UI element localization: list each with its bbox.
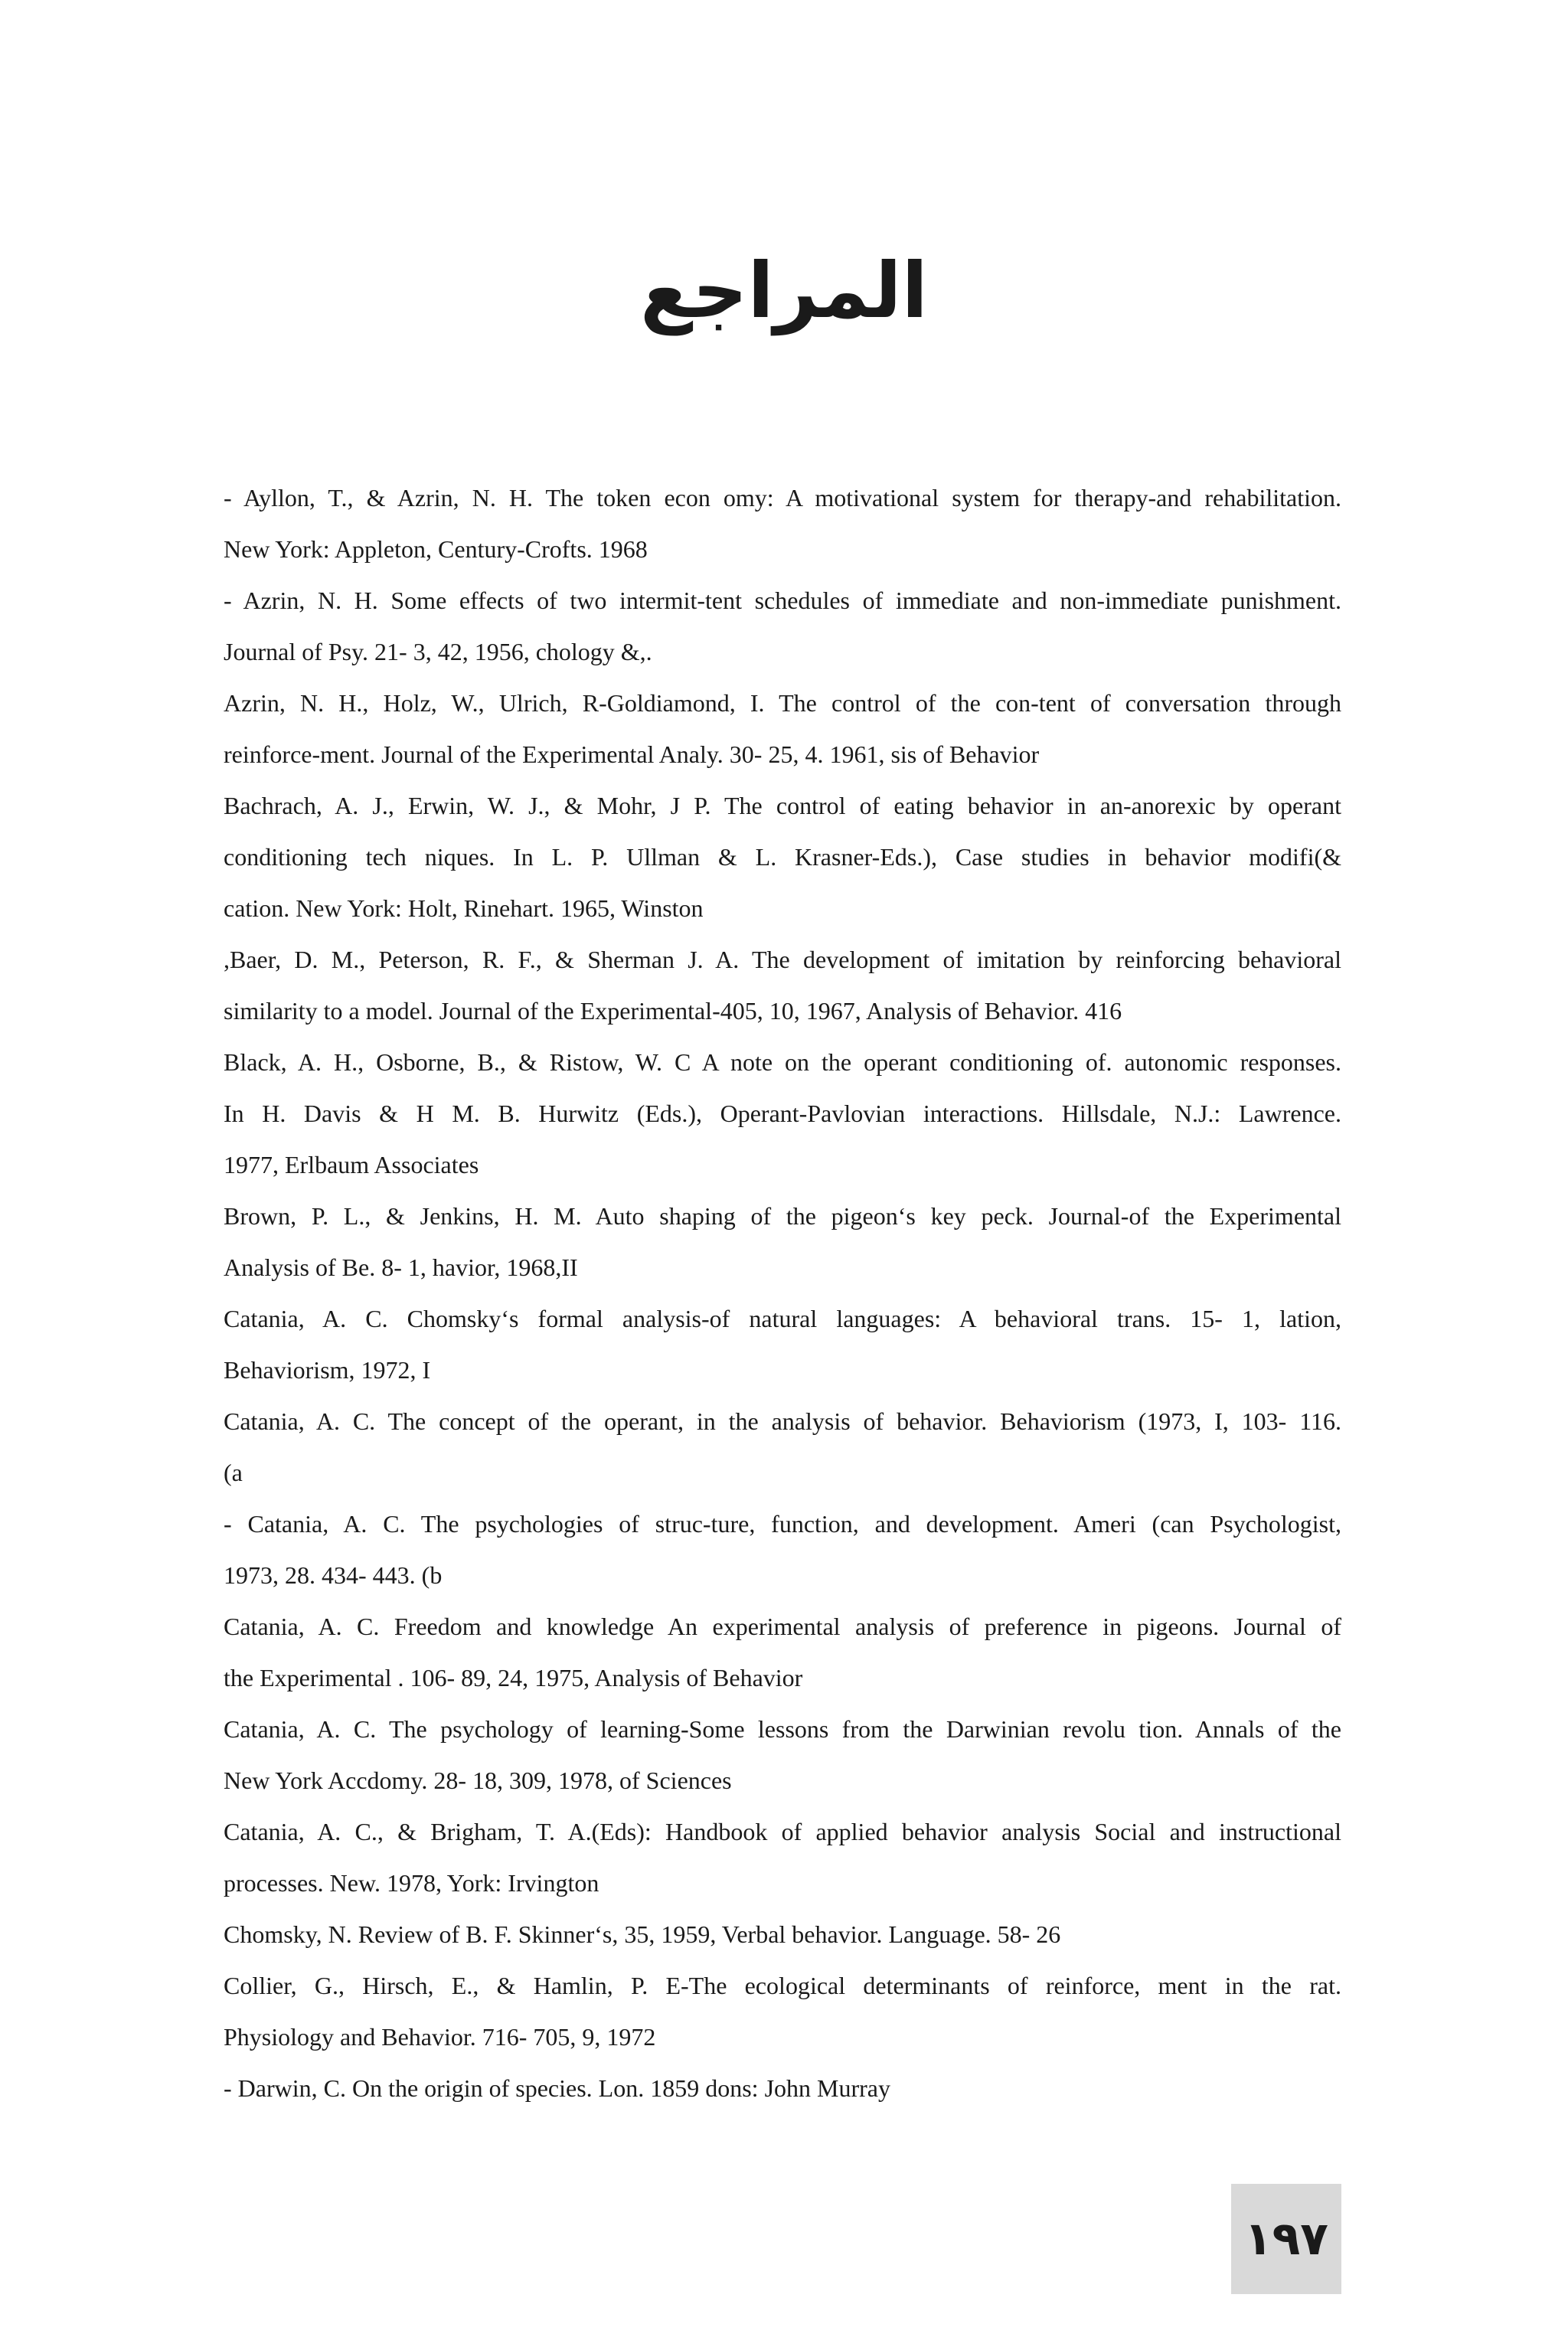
reference-entry xyxy=(224,1499,1341,1601)
reference-entry xyxy=(224,934,1341,1037)
reference-line: Catania, A. C. Freedom and knowledge An experimental analysis of preference in pigeons. Journal of xyxy=(224,1613,1341,1640)
reference-entry xyxy=(224,678,1341,780)
page-number: ١٩٧ xyxy=(1244,2212,1328,2266)
reference-line: Physiology and Behavior. 716- 705, 9, 1972 xyxy=(224,2023,656,2051)
reference-line: Bachrach, A. J., Erwin, W. J., & Mohr, J P. The control of eating behavior in an-anorexic by operant xyxy=(224,792,1341,819)
reference-line: - Darwin, C. On the origin of species. Lon. 1859 dons: John Murray xyxy=(224,2074,890,2102)
reference-line: Catania, A. C. The psychology of learning-Some lessons from the Darwinian revolu tion. Annals of the xyxy=(224,1715,1341,1743)
reference-line: Azrin, N. H., Holz, W., Ulrich, R-Goldiamond, I. The control of the con-tent of conversation through xyxy=(224,689,1341,717)
reference-line: New York: Appleton, Century-Crofts. 1968 xyxy=(224,535,648,563)
reference-entry xyxy=(224,1396,1341,1499)
reference-line: similarity to a model. Journal of the Experimental-405, 10, 1967, Analysis of Behavior. 416 xyxy=(224,997,1122,1025)
reference-line: 1977, Erlbaum Associates xyxy=(224,1151,479,1178)
reference-line: Catania, A. C. Chomsky‘s formal analysis-of natural languages: A behavioral trans. 15- 1, lation, xyxy=(224,1305,1341,1332)
reference-entry xyxy=(224,2063,1341,2114)
reference-line: processes. New. 1978, York: Irvington xyxy=(224,1869,599,1897)
reference-line: - Azrin, N. H. Some effects of two intermit-tent schedules of immediate and non-immediate punishment. xyxy=(224,587,1341,614)
reference-line: Brown, P. L., & Jenkins, H. M. Auto shaping of the pigeon‘s key peck. Journal-of the Experimental xyxy=(224,1202,1341,1230)
reference-entry xyxy=(224,472,1341,575)
reference-entry xyxy=(224,1191,1341,1293)
page-title: المراجع xyxy=(640,246,928,335)
reference-entry xyxy=(224,1601,1341,1704)
reference-line: Behaviorism, 1972, I xyxy=(224,1356,431,1384)
reference-entry xyxy=(224,1037,1341,1191)
reference-line: - Catania, A. C. The psychologies of struc-ture, function, and development. Ameri (can Psychologist, xyxy=(224,1510,1341,1538)
reference-line: Journal of Psy. 21- 3, 42, 1956, chology &,. xyxy=(224,638,652,665)
page-number-box xyxy=(1231,2184,1341,2294)
reference-entry xyxy=(224,1960,1341,2063)
reference-line: In H. Davis & H M. B. Hurwitz (Eds.), Operant-Pavlovian interactions. Hillsdale, N.J.: Lawrence. xyxy=(224,1100,1341,1127)
reference-line: Catania, A. C., & Brigham, T. A.(Eds): Handbook of applied behavior analysis Social and instructional xyxy=(224,1818,1341,1845)
reference-line: Chomsky, N. Review of B. F. Skinner‘s, 35, 1959, Verbal behavior. Language. 58- 26 xyxy=(224,1920,1061,1948)
reference-line: New York Accdomy. 28- 18, 309, 1978, of Sciences xyxy=(224,1767,732,1794)
reference-line: Collier, G., Hirsch, E., & Hamlin, P. E-The ecological determinants of reinforce, ment in the rat. xyxy=(224,1972,1341,1999)
reference-entry xyxy=(224,1293,1341,1396)
reference-line: (a xyxy=(224,1459,243,1486)
reference-line: reinforce-ment. Journal of the Experimental Analy. 30- 25, 4. 1961, sis of Behavior xyxy=(224,740,1040,768)
reference-line: cation. New York: Holt, Rinehart. 1965, Winston xyxy=(224,894,704,922)
reference-line: - Ayllon, T., & Azrin, N. H. The token econ omy: A motivational system for therapy-and rehabilitation. xyxy=(224,484,1341,512)
reference-entry xyxy=(224,1806,1341,1909)
reference-entry xyxy=(224,1909,1341,1960)
reference-line: the Experimental . 106- 89, 24, 1975, Analysis of Behavior xyxy=(224,1664,803,1691)
reference-entry xyxy=(224,575,1341,678)
references-list xyxy=(224,472,1341,2114)
reference-line: 1973, 28. 434- 443. (b xyxy=(224,1561,443,1589)
reference-entry xyxy=(224,780,1341,934)
reference-entry xyxy=(224,1704,1341,1806)
reference-line: Black, A. H., Osborne, B., & Ristow, W. C A note on the operant conditioning of. autonomic responses. xyxy=(224,1048,1341,1076)
reference-line: conditioning tech niques. In L. P. Ullman & L. Krasner-Eds.), Case studies in behavior modifi(& xyxy=(224,843,1341,871)
reference-line: Analysis of Be. 8- 1, havior, 1968,II xyxy=(224,1253,578,1281)
reference-line: ,Baer, D. M., Peterson, R. F., & Sherman J. A. The development of imitation by reinforcing behavioral xyxy=(224,946,1341,973)
reference-line: Catania, A. C. The concept of the operant, in the analysis of behavior. Behaviorism (1973, I, 103- 116. xyxy=(224,1407,1341,1435)
